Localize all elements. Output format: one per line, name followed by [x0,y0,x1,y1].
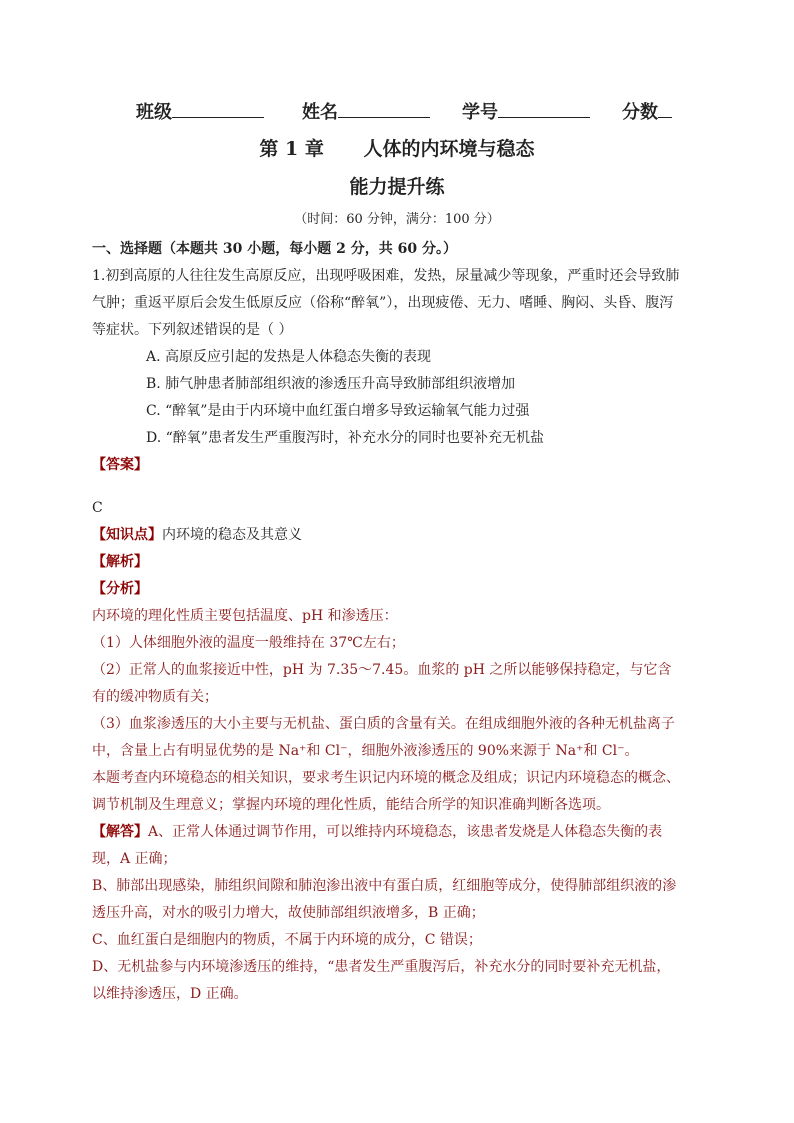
solution-a [92,819,682,873]
exam-meta: （时间：60 分钟，满分：100 分） [294,212,500,227]
score-blank[interactable] [658,99,672,118]
fenxi-tag: 【分析】 [92,581,148,597]
option-b: B. 肺气肿患者肺部组织液的渗透压升高导致肺部组织液增加 [146,376,516,392]
option-c: C. “醉氧”是由于内环境中血红蛋白增多导致运输氧气能力过强 [146,403,530,419]
score-field [622,98,672,124]
document-body [92,236,682,1008]
solution-d: D、无机盐参与内环境渗透压的维持，“患者发生严重腹泻后，补充水分的同时要补充无机盐，以维持渗透压，D 正确。 [92,959,671,1002]
analysis-point-3: （3）血浆渗透压的大小主要与无机盐、蛋白质的含量有关。在组成细胞外液的各种无机盐离子中，含量上占有明显优势的是 Na⁺和 Cl⁻，细胞外液渗透压的 90%来源于 Na⁺和 Cl⁻。 [92,716,675,759]
worksheet-subtitle: 能力提升练 [349,176,445,198]
solution-c: C、血红蛋白是细胞内的物质，不属于内环境的成分，C 错误； [92,932,482,948]
name-field [302,98,430,124]
class-label: 班级 [136,102,172,123]
knowledge-point [92,522,682,549]
answer-tag: 【答案】 [92,457,148,473]
solution-b: B、肺部出现感染，肺组织间隙和肺泡渗出液中有蛋白质，红细胞等成分，使得肺部组织液的渗透压升高，对水的吸引力增大，故使肺部组织液增多，B 正确； [92,878,677,921]
analysis-summary: 本题考查内环境稳态的相关知识，要求考生识记内环境的概念及组成；识记内环境稳态的概念、调节机制及生理意义；掌握内环境的理化性质，能结合所学的知识准确判断各选项。 [92,770,680,813]
answer-value: C [92,500,103,516]
analysis-point-2: （2）正常人的血浆接近中性，pH 为 7.35～7.45。血浆的 pH 之所以能够保持稳定，与它含有的缓冲物质有关； [92,662,672,705]
id-field [462,98,590,124]
id-blank[interactable] [498,99,590,118]
id-label: 学号 [462,102,498,123]
name-blank[interactable] [338,99,430,118]
class-field [136,98,264,124]
option-d: D. “醉氧”患者发生严重腹泻时，补充水分的同时也要补充无机盐 [146,430,544,446]
question-stem: 1.初到高原的人往往发生高原反应，出现呼吸困难，发热，尿量减少等现象，严重时还会导致肺气肿；重返平原后会发生低原反应（俗称“醉氧”），出现疲倦、无力、嗜睡、胸闷、头昏、腹泻等症状。下列叙述错误的是（ ） [92,268,680,338]
solution-tag: 【解答】 [92,824,148,840]
name-label: 姓名 [302,102,338,123]
analysis-tag: 【解析】 [92,554,148,570]
score-label: 分数 [622,102,658,123]
option-a: A. 高原反应引起的发热是人体稳态失衡的表现 [146,349,432,365]
solution-a-text: A、正常人体通过调节作用，可以维持内环境稳态，该患者发烧是人体稳态失衡的表现，A 正确； [92,824,663,867]
knowledge-text: 内环境的稳态及其意义 [162,527,302,543]
spacer [92,479,682,495]
class-blank[interactable] [172,99,264,118]
analysis-point-1: （1）人体细胞外液的温度一般维持在 37℃左右； [92,635,405,651]
knowledge-tag: 【知识点】 [92,527,162,543]
analysis-intro: 内环境的理化性质主要包括温度、pH 和渗透压： [92,608,398,624]
chapter-title: 第 1 章 人体的内环境与稳态 [259,138,535,160]
section-heading: 一、选择题（本题共 30 小题，每小题 2 分，共 60 分。） [92,241,457,257]
